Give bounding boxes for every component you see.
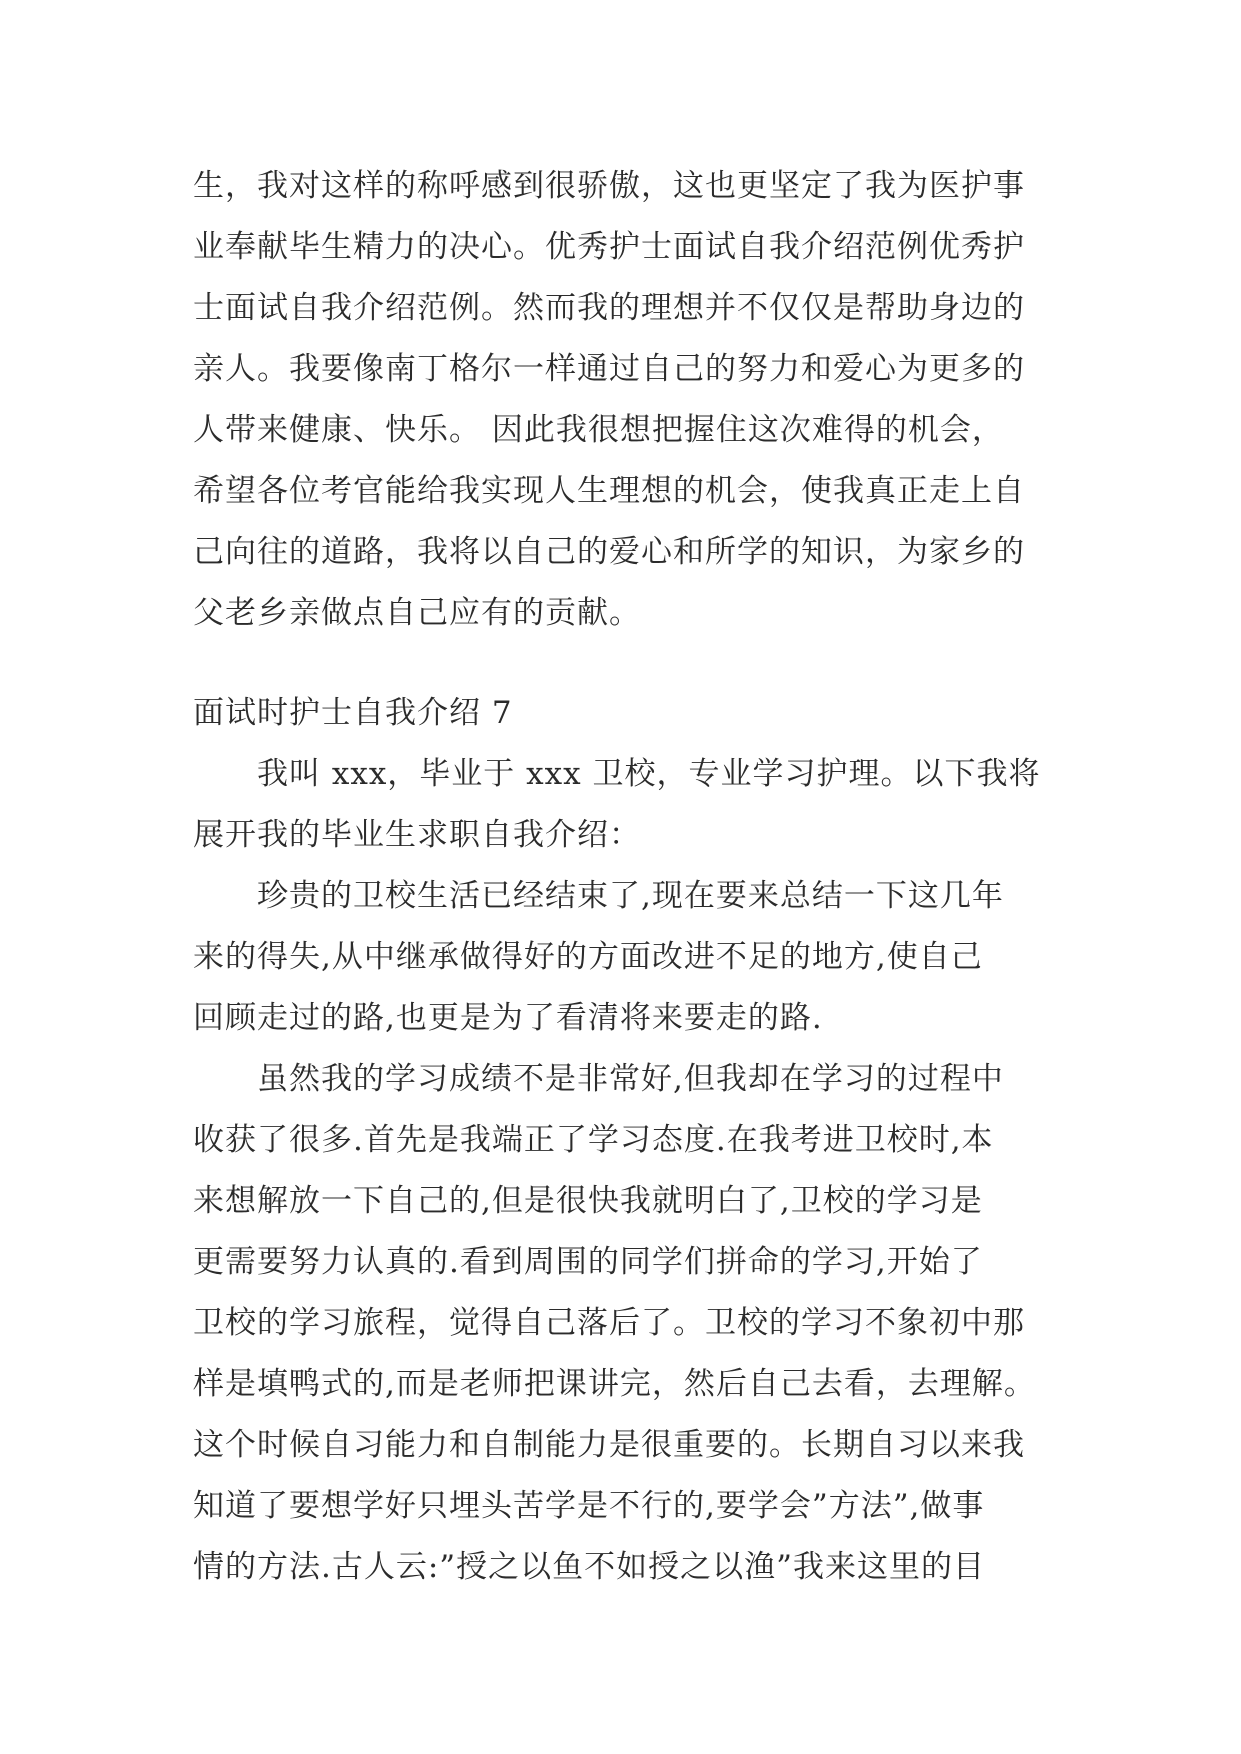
text-line: 展开我的毕业生求职自我介绍： bbox=[193, 817, 641, 853]
text-line: 我叫 xxx，毕业于 xxx 卫校，专业学习护理。以下我将 bbox=[193, 756, 1041, 792]
text-line: 珍贵的卫校生活已经结束了,现在要来总结一下这几年 bbox=[193, 878, 1004, 914]
text-line: 收获了很多.首先是我端正了学习态度.在我考进卫校时,本 bbox=[193, 1122, 994, 1158]
text-line: 这个时候自习能力和自制能力是很重要的。长期自习以来我 bbox=[193, 1427, 1025, 1463]
text-line: 人带来健康、快乐。 因此我很想把握住这次难得的机会， bbox=[193, 412, 1004, 448]
text-line: 业奉献毕生精力的决心。优秀护士面试自我介绍范例优秀护 bbox=[193, 229, 1025, 265]
text-line: 父老乡亲做点自己应有的贡献。 bbox=[193, 595, 641, 631]
text-line: 样是填鸭式的,而是老师把课讲完，然后自己去看，去理解。 bbox=[193, 1366, 1036, 1402]
section-title: 面试时护士自我介绍 7 bbox=[193, 695, 513, 731]
text-line: 生，我对这样的称呼感到很骄傲，这也更坚定了我为医护事 bbox=[193, 168, 1025, 204]
text-line: 回顾走过的路,也更是为了看清将来要走的路. bbox=[193, 1000, 823, 1036]
continuation-paragraph bbox=[193, 156, 1063, 644]
text-line: 虽然我的学习成绩不是非常好,但我却在学习的过程中 bbox=[193, 1061, 1004, 1097]
text-line: 己向往的道路，我将以自己的爱心和所学的知识，为家乡的 bbox=[193, 534, 1025, 570]
text-line: 亲人。我要像南丁格尔一样通过自己的努力和爱心为更多的 bbox=[193, 351, 1025, 387]
text-line: 士面试自我介绍范例。然而我的理想并不仅仅是帮助身边的 bbox=[193, 290, 1025, 326]
text-line: 来想解放一下自己的,但是很快我就明白了,卫校的学习是 bbox=[193, 1183, 983, 1219]
text-line: 希望各位考官能给我实现人生理想的机会，使我真正走上自 bbox=[193, 473, 1025, 509]
section-7 bbox=[193, 683, 1063, 1598]
text-line: 情的方法.古人云:”授之以鱼不如授之以渔”我来这里的目 bbox=[193, 1549, 985, 1585]
text-line: 卫校的学习旅程，觉得自己落后了。卫校的学习不象初中那 bbox=[193, 1305, 1025, 1341]
text-line: 来的得失,从中继承做得好的方面改进不足的地方,使自己 bbox=[193, 939, 983, 975]
text-line: 知道了要想学好只埋头苦学是不行的,要学会”方法”,做事 bbox=[193, 1488, 985, 1524]
text-line: 更需要努力认真的.看到周围的同学们拼命的学习,开始了 bbox=[193, 1244, 983, 1280]
